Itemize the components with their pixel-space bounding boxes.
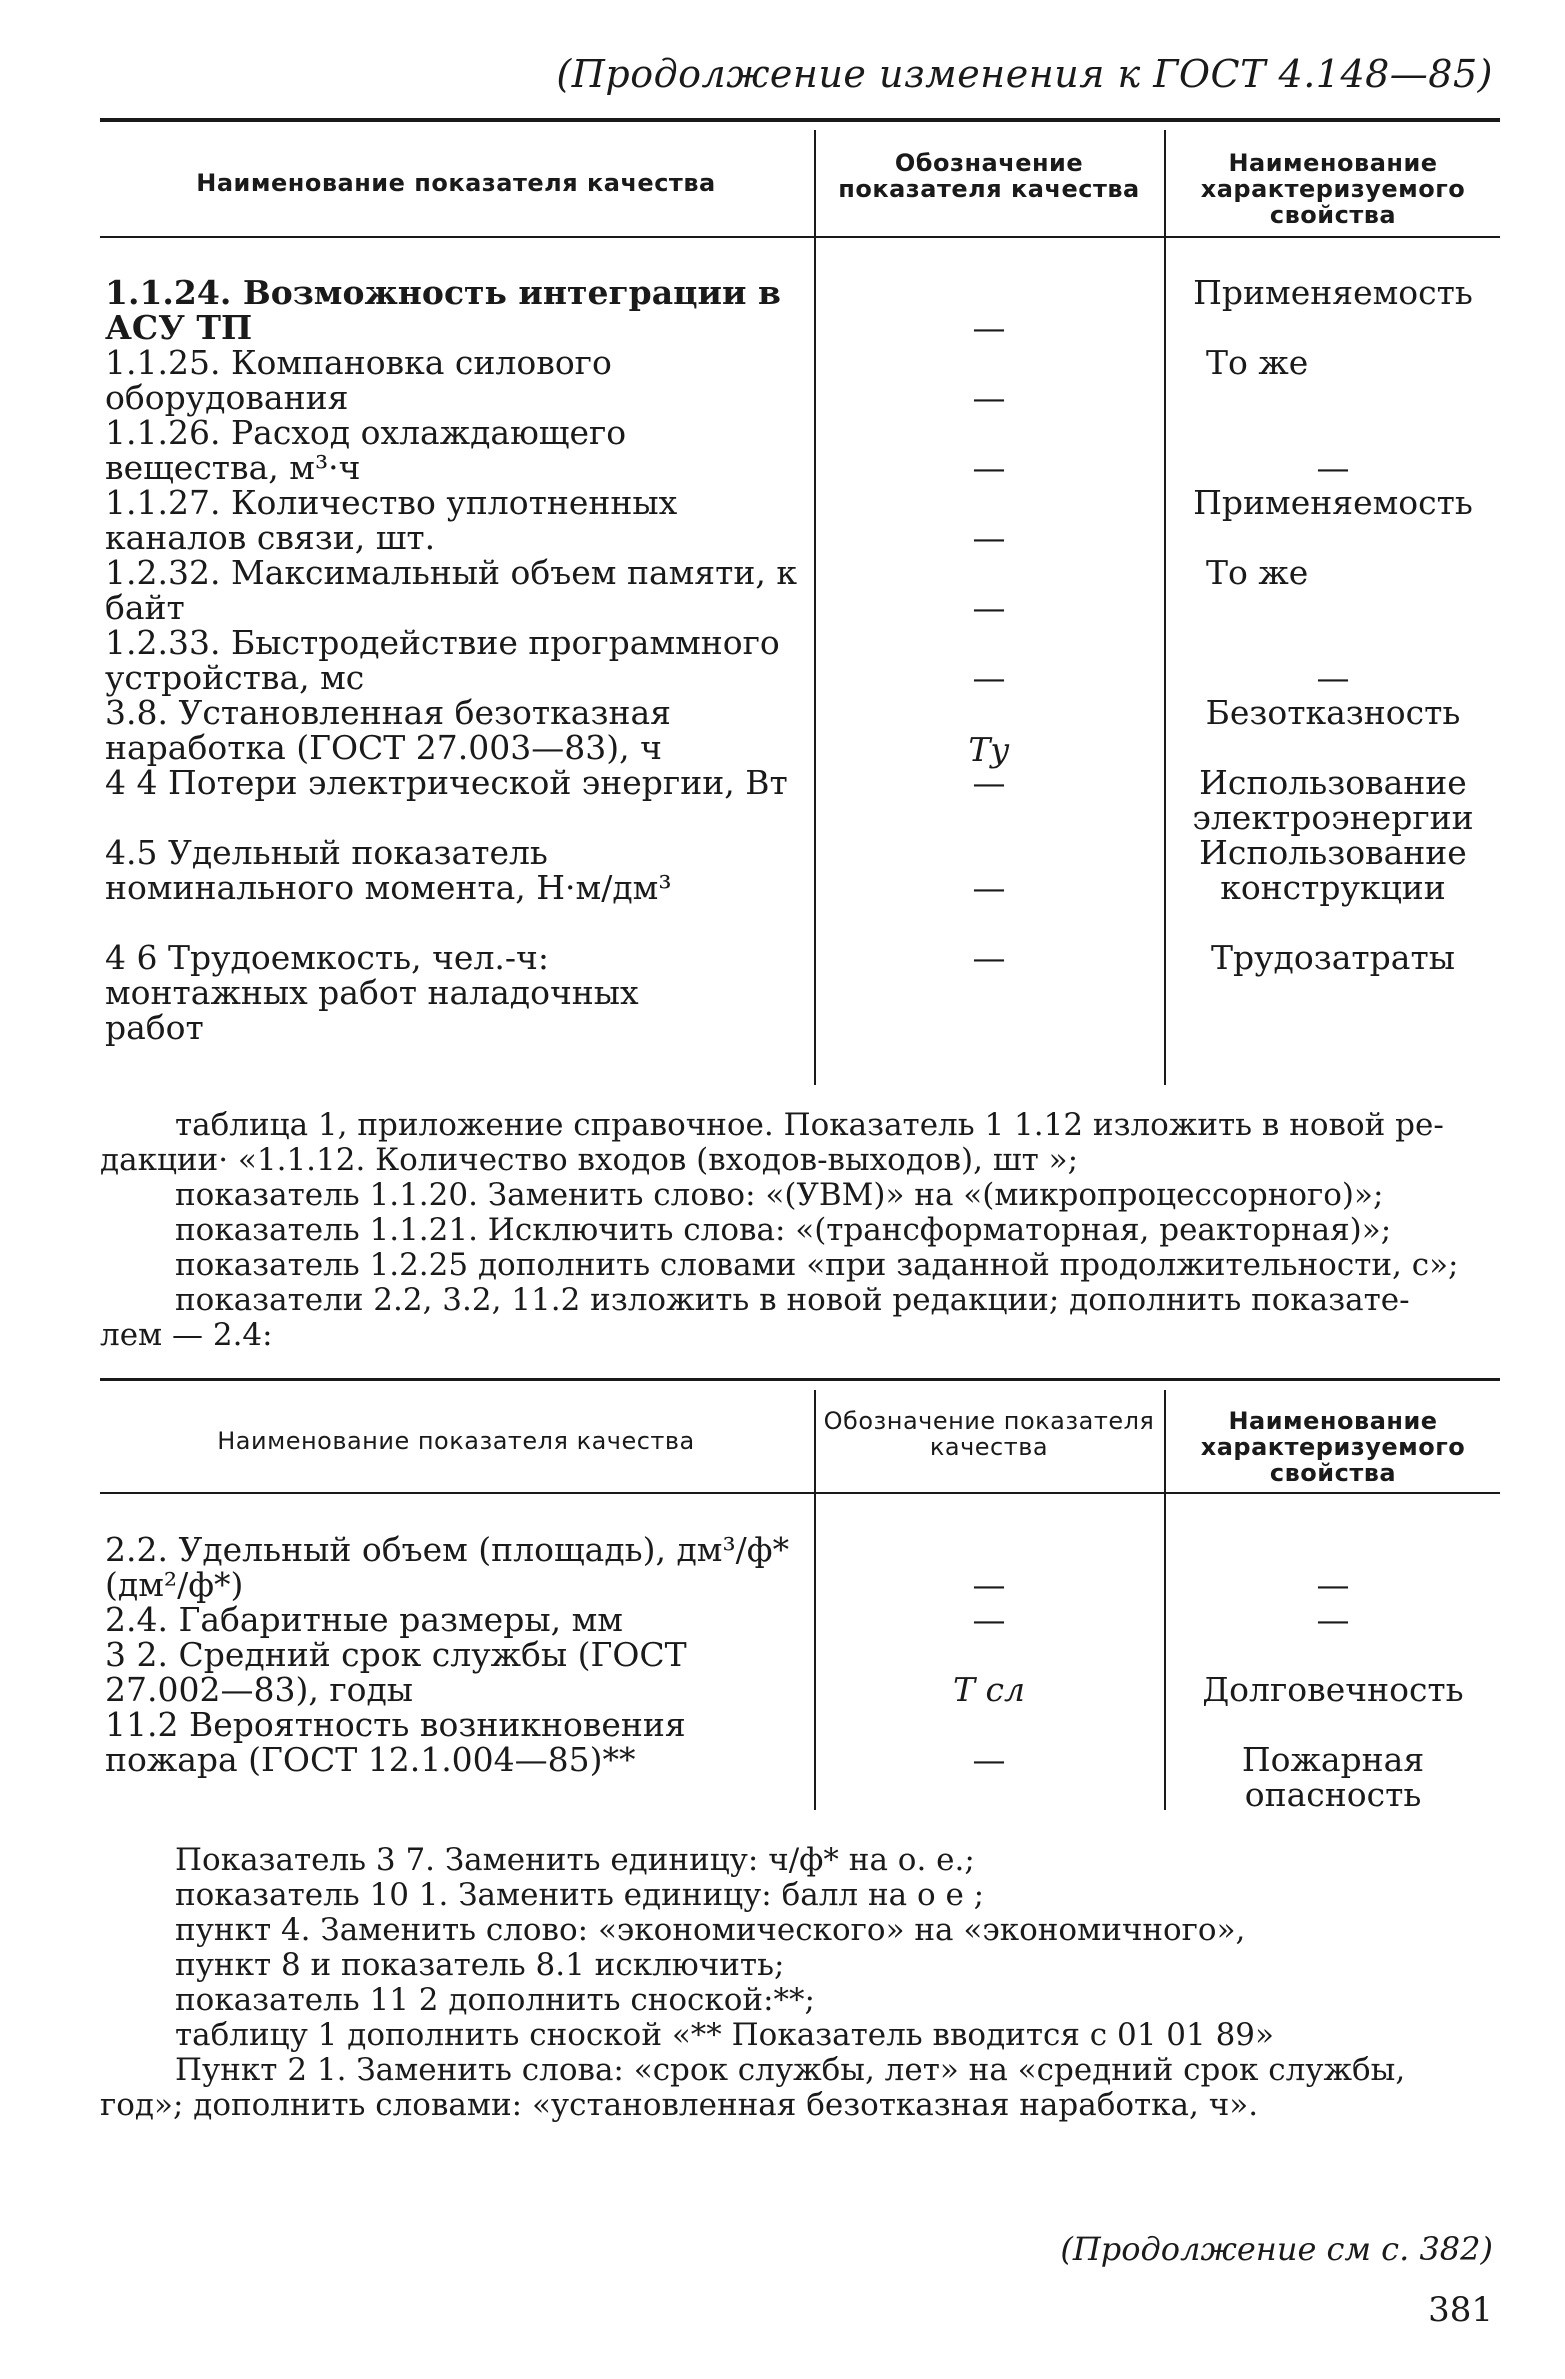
continuation-note: (Продолжение см с. 382) xyxy=(1060,2230,1493,2268)
table-row-symbol: — xyxy=(972,518,1006,557)
table-row-name: 4 4 Потери электрической энергии, Вт xyxy=(105,763,788,802)
table-row-symbol: — xyxy=(972,448,1006,487)
table-row-property: То же xyxy=(1206,553,1309,592)
text-line: год»; дополнить словами: «установленная безотказная наработка, ч». xyxy=(100,2087,1259,2123)
text-line: пункт 4. Заменить слово: «экономического» на «экономичного», xyxy=(175,1912,1246,1948)
table-row-name: 11.2 Вероятность возникновения пожара (ГОСТ 12.1.004—85)** xyxy=(105,1705,686,1779)
table-header-rule xyxy=(100,236,1500,238)
text-line: показатели 2.2, 3.2, 11.2 изложить в новой редакции; дополнить показате- xyxy=(175,1282,1410,1318)
table-row-property: Долговечность xyxy=(1202,1670,1464,1709)
table-row-property: Применяемость xyxy=(1193,483,1473,522)
table-row-property: — xyxy=(1316,448,1350,487)
table-row-symbol: — xyxy=(972,308,1006,347)
text-line: показатель 1.1.20. Заменить слово: «(УВМ)» на «(микропроцессорного)»; xyxy=(175,1177,1384,1213)
text-line: таблицу 1 дополнить сноской «** Показатель вводится с 01 01 89» xyxy=(175,2017,1274,2053)
text-line: показатель 1.2.25 дополнить словами «при заданной продолжительности, с»; xyxy=(175,1247,1459,1283)
table-row-name: 1.1.24. Возможность интеграции в АСУ ТП xyxy=(105,273,781,347)
text-line: показатель 1.1.21. Исключить слова: «(трансформаторная, реакторная)»; xyxy=(175,1212,1392,1248)
page-number: 381 xyxy=(1428,2290,1493,2330)
table-row-name: 3 2. Средний срок службы (ГОСТ 27.002—83), годы xyxy=(105,1635,687,1709)
table-row-symbol: — xyxy=(972,1600,1006,1639)
column-header-symbol: Обозначение показателя качества xyxy=(838,149,1140,203)
table-row-property: Пожарная опасность xyxy=(1241,1740,1425,1814)
table-row-name: 3.8. Установленная безотказная наработка (ГОСТ 27.003—83), ч xyxy=(105,693,671,767)
text-line: показатель 11 2 дополнить сноской:**; xyxy=(175,1982,815,2018)
table-row-name: 1.1.25. Компановка силового оборудования xyxy=(105,343,612,417)
table-row-property: — xyxy=(1316,1565,1350,1604)
column-header-symbol: Обозначение показателя качества xyxy=(823,1407,1155,1461)
table-row-symbol: Tу xyxy=(968,730,1010,769)
table-row-name: 4.5 Удельный показатель номинального момента, Н·м/дм³ xyxy=(105,833,672,907)
table-row-name: 2.4. Габаритные размеры, мм xyxy=(105,1600,623,1639)
page-header: (Продолжение изменения к ГОСТ 4.148—85) xyxy=(556,52,1493,96)
column-header-property: Наименование характеризуемого свойства xyxy=(1200,1407,1466,1487)
table-row-property: Безотказность xyxy=(1205,693,1461,732)
table-row-symbol: — xyxy=(972,1565,1006,1604)
text-line: Пункт 2 1. Заменить слова: «срок службы, лет» на «средний срок службы, xyxy=(175,2052,1406,2088)
table-row-symbol: — xyxy=(972,1740,1006,1779)
text-line: лем — 2.4: xyxy=(100,1317,273,1353)
text-line: таблица 1, приложение справочное. Показатель 1 1.12 изложить в новой ре- xyxy=(175,1107,1444,1143)
table-row-name: 1.2.33. Быстродействие программного устройства, мс xyxy=(105,623,780,697)
text-line: показатель 10 1. Заменить единицу: балл на о е ; xyxy=(175,1877,985,1913)
table-row-property: Трудозатраты xyxy=(1211,938,1455,977)
table-row-name: 1.1.26. Расход охлаждающего вещества, м³·ч xyxy=(105,413,627,487)
table-row-symbol: — xyxy=(972,868,1006,907)
table-row-property: То же xyxy=(1206,343,1309,382)
amendment-text-2 xyxy=(100,1842,1505,2123)
table-row-symbol: — xyxy=(972,588,1006,627)
table-row-name: 2.2. Удельный объем (площадь), дм³/ф* (дм²/ф*) xyxy=(105,1530,790,1604)
table-header-rule xyxy=(100,1492,1500,1494)
column-header-property: Наименование характеризуемого свойства xyxy=(1200,149,1466,229)
text-line: пункт 8 и показатель 8.1 исключить; xyxy=(175,1947,785,1983)
table-row-symbol: — xyxy=(972,658,1006,697)
table-row-property: — xyxy=(1316,658,1350,697)
table-row-name: 1.1.27. Количество уплотненных каналов связи, шт. xyxy=(105,483,678,557)
table-row-symbol: — xyxy=(972,938,1006,977)
table-row-property: Использование электроэнергии xyxy=(1192,763,1474,837)
table-row-name: 4 6 Трудоемкость, чел.-ч: монтажных работ наладочных работ xyxy=(105,938,639,1047)
table-top-rule xyxy=(100,118,1500,122)
column-header-name: Наименование показателя качества xyxy=(196,169,716,197)
table-row-property: — xyxy=(1316,1600,1350,1639)
table-row-symbol: — xyxy=(972,763,1006,802)
amendment-text-1 xyxy=(100,1107,1505,1353)
column-header-name: Наименование показателя качества xyxy=(217,1427,695,1455)
table-row-symbol: — xyxy=(972,378,1006,417)
text-line: Показатель 3 7. Заменить единицу: ч/ф* на о. е.; xyxy=(175,1842,975,1878)
table-row-symbol: T сл xyxy=(953,1670,1025,1709)
table-row-property: Использование конструкции xyxy=(1199,833,1467,907)
table-row-name: 1.2.32. Максимальный объем памяти, к байт xyxy=(105,553,797,627)
table-row-property: Применяемость xyxy=(1193,273,1473,312)
table-top-rule xyxy=(100,1378,1500,1381)
text-line: дакции· «1.1.12. Количество входов (входов-выходов), шт »; xyxy=(100,1142,1079,1178)
